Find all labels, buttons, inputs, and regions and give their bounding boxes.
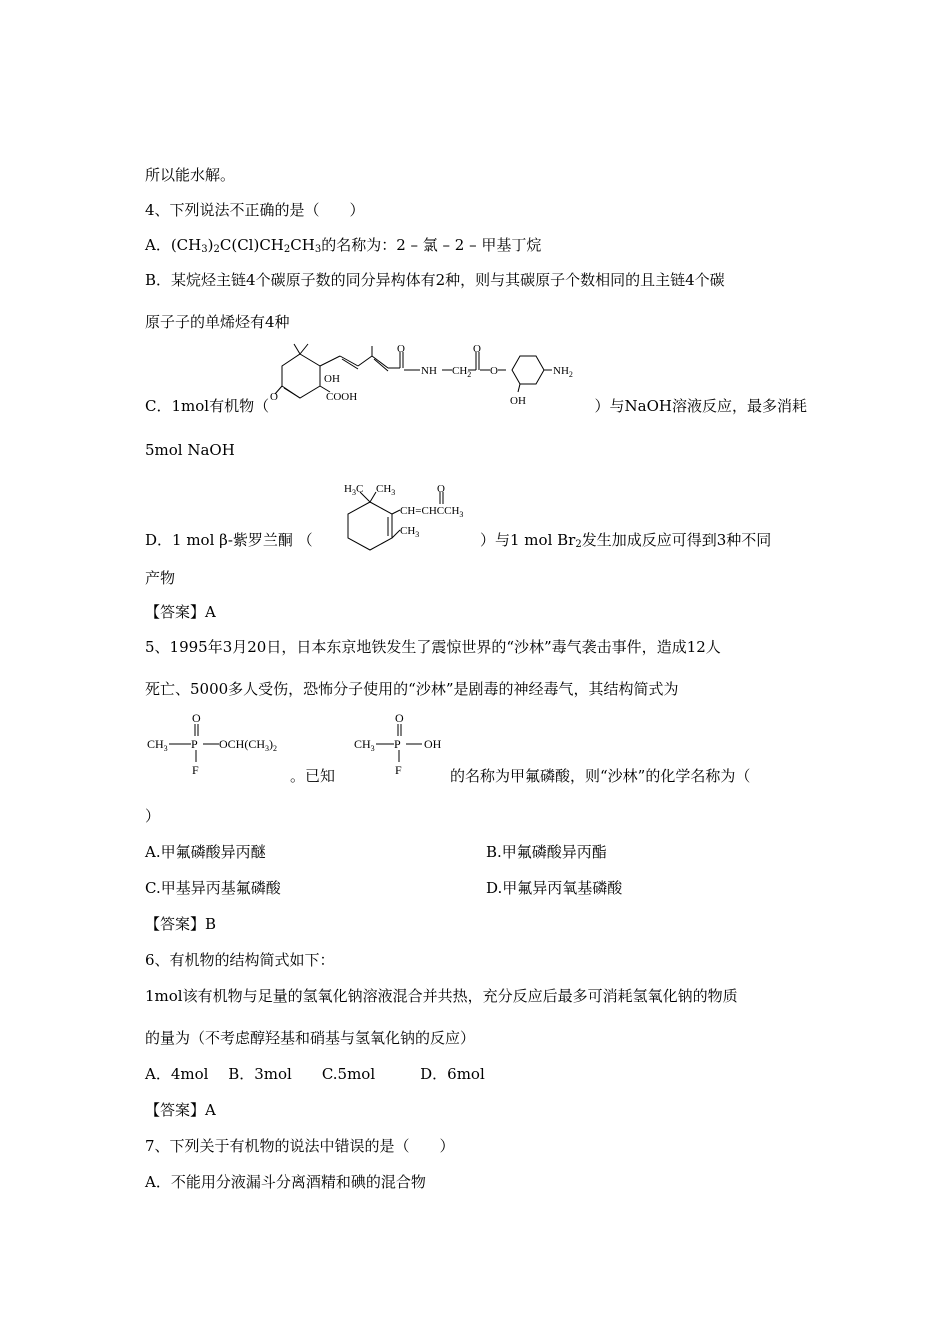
q5-option-a: A.甲氟磷酸异丙醚 xyxy=(145,843,266,861)
svg-text:O: O xyxy=(395,711,404,725)
q5-option-b: B.甲氟磷酸异丙酯 xyxy=(486,843,607,861)
q4-option-d-line1-tail: ）与1 mol $Br_2$发生加成反应可得到3种不同 xyxy=(480,531,772,550)
q7-option-a: A．不能用分液漏斗分离酒精和碘的混合物 xyxy=(145,1173,426,1191)
question-7-stem: 7、下列关于有机物的说法中错误的是（ ） xyxy=(145,1137,455,1155)
svg-text:CH3: $CH_3$ xyxy=(147,737,168,753)
svg-text:COOH: COOH xyxy=(326,391,358,403)
beta-ionone-structure xyxy=(330,480,480,562)
question-6-line2: 1mol该有机物与足量的氢氧化钠溶液混合并共热，充分反应后最多可消耗氢氧化钠的物质 xyxy=(145,987,738,1005)
svg-text:CH3: $CH_3$ xyxy=(354,737,375,753)
svg-text:CH3: $CH_3$ xyxy=(400,525,420,539)
q4-option-a: A．$(CH_3)_2C(Cl)CH_2CH_3$的名称为：2 – 氯 – 2 – 甲基丁烷 xyxy=(145,236,542,255)
svg-text:P: P xyxy=(394,737,401,751)
svg-text:NH2: $NH_2$ xyxy=(553,365,573,379)
q5-known-text: 。已知 xyxy=(290,767,336,785)
svg-text:OCH(CH3)2: $OCH(CH_3)_2$ xyxy=(219,737,278,753)
q4-option-c-line1: C．1mol有机物（ ）与NaOH溶液反应，最多消耗 xyxy=(145,397,807,415)
svg-text:OH: OH xyxy=(324,373,340,385)
q5-option-c: C.甲基异丙基氟磷酸 xyxy=(145,879,281,897)
svg-text:CH2: $CH_2$ xyxy=(452,365,472,379)
svg-text:CH=CHCCH3: $CH=CHCCH_3$ xyxy=(400,505,464,519)
question-4-stem: 4、下列说法不正确的是（ ） xyxy=(145,201,365,219)
question-6-line3: 的量为（不考虑醇羟基和硝基与氢氧化钠的反应） xyxy=(145,1029,476,1047)
q4-option-d-line1: D．1 mol β-紫罗兰酮 （ xyxy=(145,531,313,549)
svg-text:NH: NH xyxy=(421,365,437,377)
q5-name-text: 的名称为甲氟磷酸，则“沙林”的化学名称为（ xyxy=(450,767,751,785)
methylfluorophosphonic-acid-structure xyxy=(352,710,452,780)
q6-options: A．4mol B．3mol C.5mol D．6mol xyxy=(145,1065,485,1083)
question-5-line1: 5、1995年3月20日，日本东京地铁发生了震惊世界的“沙林”毒气袭击事件，造成12人 xyxy=(145,638,721,656)
svg-text:O: O xyxy=(397,343,405,355)
answer-4: 【答案】A xyxy=(145,603,216,621)
q4-option-b-line2: 原子子的单烯烃有4种 xyxy=(145,313,290,331)
svg-text:OH: OH xyxy=(510,395,526,407)
answer-5: 【答案】B xyxy=(145,915,217,933)
svg-text:P: P xyxy=(191,737,198,751)
svg-text:OH: OH xyxy=(424,737,442,751)
q5-option-d: D.甲氟异丙氧基磷酸 xyxy=(486,879,623,897)
svg-text:F: F xyxy=(395,763,402,777)
answer-6: 【答案】A xyxy=(145,1101,216,1119)
q4-option-b-line1: B．某烷烃主链4个碳原子数的同分异构体有2种，则与其碳原子个数相同的且主链4个碳 xyxy=(145,271,725,289)
svg-text:O: O xyxy=(490,365,498,377)
q4-option-c-line2: 5mol NaOH xyxy=(145,441,235,459)
svg-text:F: F xyxy=(192,763,199,777)
q5-close-paren: ） xyxy=(145,807,161,825)
svg-text:O: O xyxy=(270,391,278,403)
q4-option-d-line2: 产物 xyxy=(145,569,176,587)
svg-text:CH3: $CH_3$ xyxy=(376,483,396,497)
svg-text:H3C: $H_3C$ xyxy=(344,483,364,497)
text-line: 所以能水解。 xyxy=(145,166,236,184)
svg-text:O: O xyxy=(437,483,445,495)
svg-text:O: O xyxy=(473,343,481,355)
svg-text:O: O xyxy=(192,711,201,725)
question-6-line1: 6、有机物的结构简式如下： xyxy=(145,951,335,969)
sarin-structure xyxy=(145,710,280,780)
question-5-line2: 死亡、5000多人受伤，恐怖分子使用的“沙林”是剧毒的神经毒气，其结构简式为 xyxy=(145,680,679,698)
